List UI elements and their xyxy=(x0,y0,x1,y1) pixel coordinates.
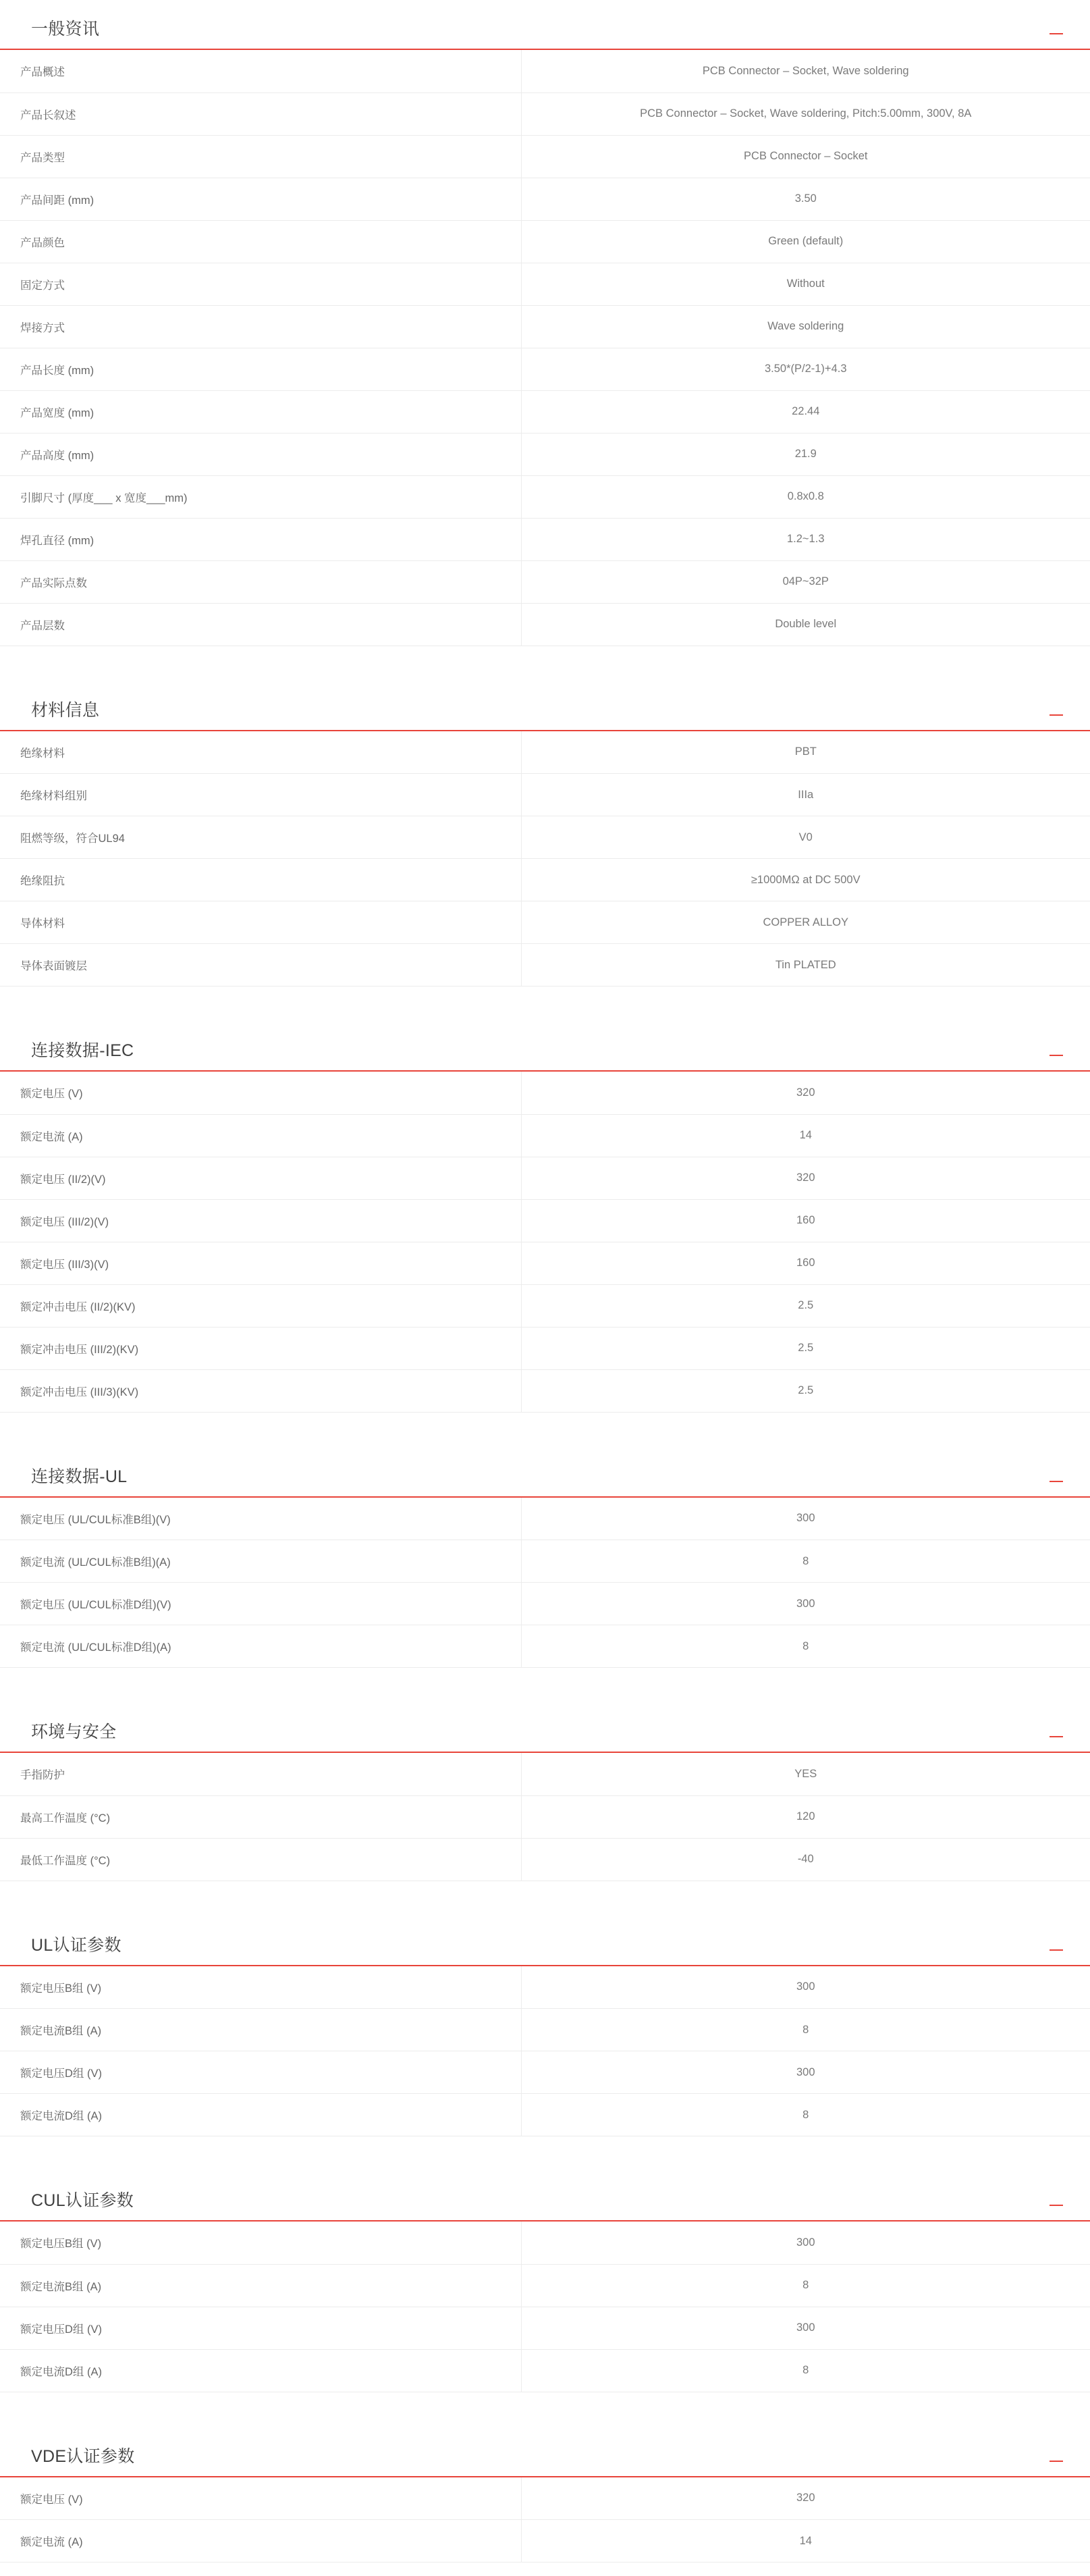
spec-value: 2.5 xyxy=(521,1369,1090,1412)
spec-value: 8 xyxy=(521,2264,1090,2307)
spec-table xyxy=(0,1966,1090,2137)
minus-icon[interactable] xyxy=(1047,1475,1066,1488)
minus-icon[interactable] xyxy=(1047,27,1066,41)
table-row xyxy=(0,50,1090,93)
table-row xyxy=(0,2477,1090,2520)
spec-value: 160 xyxy=(521,1199,1090,1242)
table-row xyxy=(0,560,1090,603)
spec-value: 8 xyxy=(521,1540,1090,1583)
minus-icon[interactable] xyxy=(1047,1049,1066,1062)
table-row xyxy=(0,433,1090,475)
section-title: 连接数据-UL xyxy=(31,1467,128,1486)
table-row xyxy=(0,2051,1090,2094)
spec-label: 产品长叙述 xyxy=(0,93,521,135)
spec-label: 绝缘阻抗 xyxy=(0,859,521,901)
spec-value: 14 xyxy=(521,1114,1090,1157)
spec-value: 8 xyxy=(521,2349,1090,2392)
table-row xyxy=(0,603,1090,646)
section-title: 连接数据-IEC xyxy=(31,1041,134,1060)
spec-value: 320 xyxy=(521,2477,1090,2520)
spec-label: 额定电压 (II/2)(V) xyxy=(0,1157,521,1199)
spec-value: 0.8x0.8 xyxy=(521,475,1090,518)
section-title: CUL认证参数 xyxy=(31,2191,134,2210)
spec-label: 阻燃等级，符合UL94 xyxy=(0,816,521,859)
spec-value: Double level xyxy=(521,603,1090,646)
minus-icon[interactable] xyxy=(1047,2199,1066,2212)
spec-table xyxy=(0,1753,1090,1881)
section-header[interactable] xyxy=(0,1448,1090,1498)
spec-value: 8 xyxy=(521,2094,1090,2136)
table-row xyxy=(0,1583,1090,1625)
section-gap xyxy=(0,1668,1090,1703)
table-row xyxy=(0,1199,1090,1242)
spec-value: 120 xyxy=(521,1795,1090,1838)
minus-icon[interactable] xyxy=(1047,2454,1066,2468)
spec-label: 产品颜色 xyxy=(0,220,521,263)
table-row xyxy=(0,2009,1090,2051)
section-header[interactable] xyxy=(0,1022,1090,1072)
spec-label: 额定电压B组 (V) xyxy=(0,2222,521,2264)
spec-label: 额定电压 (UL/CUL标准B组)(V) xyxy=(0,1498,521,1540)
spec-label: 额定电压D组 (V) xyxy=(0,2307,521,2349)
table-row xyxy=(0,2264,1090,2307)
spec-value: 160 xyxy=(521,1242,1090,1284)
section-title: 环境与安全 xyxy=(31,1723,117,1741)
minus-icon-bar xyxy=(1050,2461,1063,2462)
spec-label: 额定冲击电压 (III/3)(KV) xyxy=(0,1369,521,1412)
spec-label: 产品类型 xyxy=(0,135,521,178)
spec-value: V0 xyxy=(521,816,1090,859)
section-title: 一般资讯 xyxy=(31,20,100,38)
table-row xyxy=(0,2222,1090,2264)
section-gap xyxy=(0,2136,1090,2172)
table-row xyxy=(0,1838,1090,1881)
spec-value: Without xyxy=(521,263,1090,305)
section-header[interactable] xyxy=(0,0,1090,50)
table-row xyxy=(0,944,1090,987)
spec-label: 额定电压 (III/3)(V) xyxy=(0,1242,521,1284)
spec-value: 300 xyxy=(521,2307,1090,2349)
table-row xyxy=(0,1369,1090,1412)
spec-value: PCB Connector – Socket, Wave soldering, Pitch:5.00mm, 300V, 8A xyxy=(521,93,1090,135)
spec-section xyxy=(0,2427,1090,2563)
spec-value: YES xyxy=(521,1753,1090,1795)
table-row xyxy=(0,2520,1090,2562)
spec-value: 300 xyxy=(521,1498,1090,1540)
table-row xyxy=(0,1540,1090,1583)
spec-label: 额定电流B组 (A) xyxy=(0,2264,521,2307)
spec-value: 300 xyxy=(521,1583,1090,1625)
table-row xyxy=(0,1498,1090,1540)
table-row xyxy=(0,1072,1090,1114)
spec-value: 1.2~1.3 xyxy=(521,518,1090,560)
section-title: VDE认证参数 xyxy=(31,2446,135,2466)
minus-icon[interactable] xyxy=(1047,1730,1066,1743)
spec-table xyxy=(0,2477,1090,2563)
spec-label: 绝缘材料组别 xyxy=(0,774,521,816)
table-row xyxy=(0,178,1090,220)
table-row xyxy=(0,390,1090,433)
spec-value: IIIa xyxy=(521,774,1090,816)
spec-label: 额定电流 (UL/CUL标准B组)(A) xyxy=(0,1540,521,1583)
spec-section xyxy=(0,1916,1090,2137)
spec-label: 最高工作温度 (°C) xyxy=(0,1795,521,1838)
spec-section xyxy=(0,0,1090,646)
table-row xyxy=(0,93,1090,135)
spec-value: 320 xyxy=(521,1157,1090,1199)
table-row xyxy=(0,1327,1090,1369)
table-row xyxy=(0,135,1090,178)
table-row xyxy=(0,1625,1090,1668)
section-header[interactable] xyxy=(0,681,1090,731)
spec-section xyxy=(0,1022,1090,1413)
minus-icon-bar xyxy=(1050,1055,1063,1056)
spec-label: 产品高度 (mm) xyxy=(0,433,521,475)
spec-label: 绝缘材料 xyxy=(0,731,521,774)
table-row xyxy=(0,774,1090,816)
minus-icon-bar xyxy=(1050,2205,1063,2206)
spec-value: 300 xyxy=(521,2051,1090,2094)
spec-label: 最低工作温度 (°C) xyxy=(0,1838,521,1881)
section-header[interactable] xyxy=(0,1703,1090,1753)
spec-value: 22.44 xyxy=(521,390,1090,433)
spec-value: 14 xyxy=(521,2520,1090,2562)
table-row xyxy=(0,2307,1090,2349)
table-row xyxy=(0,816,1090,859)
spec-value: Wave soldering xyxy=(521,305,1090,348)
spec-label: 额定电压 (V) xyxy=(0,2477,521,2520)
minus-icon-bar xyxy=(1050,33,1063,34)
spec-value: -40 xyxy=(521,1838,1090,1881)
spec-value: 2.5 xyxy=(521,1327,1090,1369)
table-row xyxy=(0,518,1090,560)
spec-label: 固定方式 xyxy=(0,263,521,305)
section-gap xyxy=(0,1881,1090,1916)
minus-icon-bar xyxy=(1050,1481,1063,1482)
spec-table xyxy=(0,1498,1090,1668)
spec-label: 额定冲击电压 (II/2)(KV) xyxy=(0,1284,521,1327)
spec-table xyxy=(0,1072,1090,1413)
spec-value: 320 xyxy=(521,1072,1090,1114)
table-row xyxy=(0,1157,1090,1199)
spec-label: 产品间距 (mm) xyxy=(0,178,521,220)
spec-label: 额定电流B组 (A) xyxy=(0,2009,521,2051)
spec-label: 额定冲击电压 (III/2)(KV) xyxy=(0,1327,521,1369)
spec-label: 额定电压 (V) xyxy=(0,1072,521,1114)
spec-label: 焊接方式 xyxy=(0,305,521,348)
table-row xyxy=(0,2094,1090,2136)
table-row xyxy=(0,859,1090,901)
spec-label: 额定电压 (III/2)(V) xyxy=(0,1199,521,1242)
table-row xyxy=(0,1966,1090,2009)
spec-value: 04P~32P xyxy=(521,560,1090,603)
section-header[interactable] xyxy=(0,1916,1090,1966)
spec-value: 21.9 xyxy=(521,433,1090,475)
section-title: 材料信息 xyxy=(31,700,100,720)
table-row xyxy=(0,1242,1090,1284)
spec-section xyxy=(0,681,1090,987)
spec-value: 300 xyxy=(521,2222,1090,2264)
spec-table xyxy=(0,2222,1090,2392)
section-gap xyxy=(0,2392,1090,2427)
spec-table xyxy=(0,50,1090,646)
spec-label: 导体表面镀层 xyxy=(0,944,521,987)
spec-label: 额定电压 (UL/CUL标准D组)(V) xyxy=(0,1583,521,1625)
spec-label: 额定电流 (A) xyxy=(0,2520,521,2562)
section-gap xyxy=(0,987,1090,1022)
spec-label: 额定电压B组 (V) xyxy=(0,1966,521,2009)
spec-value: 300 xyxy=(521,1966,1090,2009)
spec-value: 3.50 xyxy=(521,178,1090,220)
spec-label: 产品长度 (mm) xyxy=(0,348,521,390)
section-title: UL认证参数 xyxy=(31,1935,121,1955)
section-header[interactable] xyxy=(0,2172,1090,2222)
spec-value: ≥1000MΩ at DC 500V xyxy=(521,859,1090,901)
minus-icon-bar xyxy=(1050,714,1063,716)
spec-value: Tin PLATED xyxy=(521,944,1090,987)
table-row xyxy=(0,2349,1090,2392)
spec-label: 产品实际点数 xyxy=(0,560,521,603)
spec-label: 产品概述 xyxy=(0,50,521,93)
spec-label: 额定电压D组 (V) xyxy=(0,2051,521,2094)
spec-value: 8 xyxy=(521,1625,1090,1668)
spec-label: 产品宽度 (mm) xyxy=(0,390,521,433)
spec-value: 2.5 xyxy=(521,1284,1090,1327)
table-row xyxy=(0,1753,1090,1795)
spec-label: 手指防护 xyxy=(0,1753,521,1795)
section-header[interactable] xyxy=(0,2427,1090,2477)
spec-value: PCB Connector – Socket, Wave soldering xyxy=(521,50,1090,93)
section-gap xyxy=(0,646,1090,681)
minus-icon[interactable] xyxy=(1047,708,1066,722)
spec-label: 引脚尺寸 (厚度___ x 宽度___mm) xyxy=(0,475,521,518)
spec-value: PCB Connector – Socket xyxy=(521,135,1090,178)
spec-label: 导体材料 xyxy=(0,901,521,944)
spec-label: 焊孔直径 (mm) xyxy=(0,518,521,560)
table-row xyxy=(0,263,1090,305)
spec-section xyxy=(0,1448,1090,1668)
table-row xyxy=(0,220,1090,263)
spec-label: 额定电流D组 (A) xyxy=(0,2349,521,2392)
table-row xyxy=(0,305,1090,348)
spec-value: 8 xyxy=(521,2009,1090,2051)
spec-label: 产品层数 xyxy=(0,603,521,646)
table-row xyxy=(0,348,1090,390)
table-row xyxy=(0,901,1090,944)
spec-label: 额定电流 (UL/CUL标准D组)(A) xyxy=(0,1625,521,1668)
spec-value: COPPER ALLOY xyxy=(521,901,1090,944)
spec-label: 额定电流 (A) xyxy=(0,1114,521,1157)
spec-value: PBT xyxy=(521,731,1090,774)
spec-section xyxy=(0,2172,1090,2392)
spec-label: 额定电流D组 (A) xyxy=(0,2094,521,2136)
spec-value: Green (default) xyxy=(521,220,1090,263)
spec-value: 3.50*(P/2-1)+4.3 xyxy=(521,348,1090,390)
table-row xyxy=(0,1284,1090,1327)
table-row xyxy=(0,1795,1090,1838)
table-row xyxy=(0,731,1090,774)
minus-icon-bar xyxy=(1050,1736,1063,1737)
spec-section xyxy=(0,1703,1090,1881)
table-row xyxy=(0,475,1090,518)
section-gap xyxy=(0,1413,1090,1448)
table-row xyxy=(0,1114,1090,1157)
minus-icon-bar xyxy=(1050,1949,1063,1951)
spec-table xyxy=(0,731,1090,987)
minus-icon[interactable] xyxy=(1047,1943,1066,1957)
